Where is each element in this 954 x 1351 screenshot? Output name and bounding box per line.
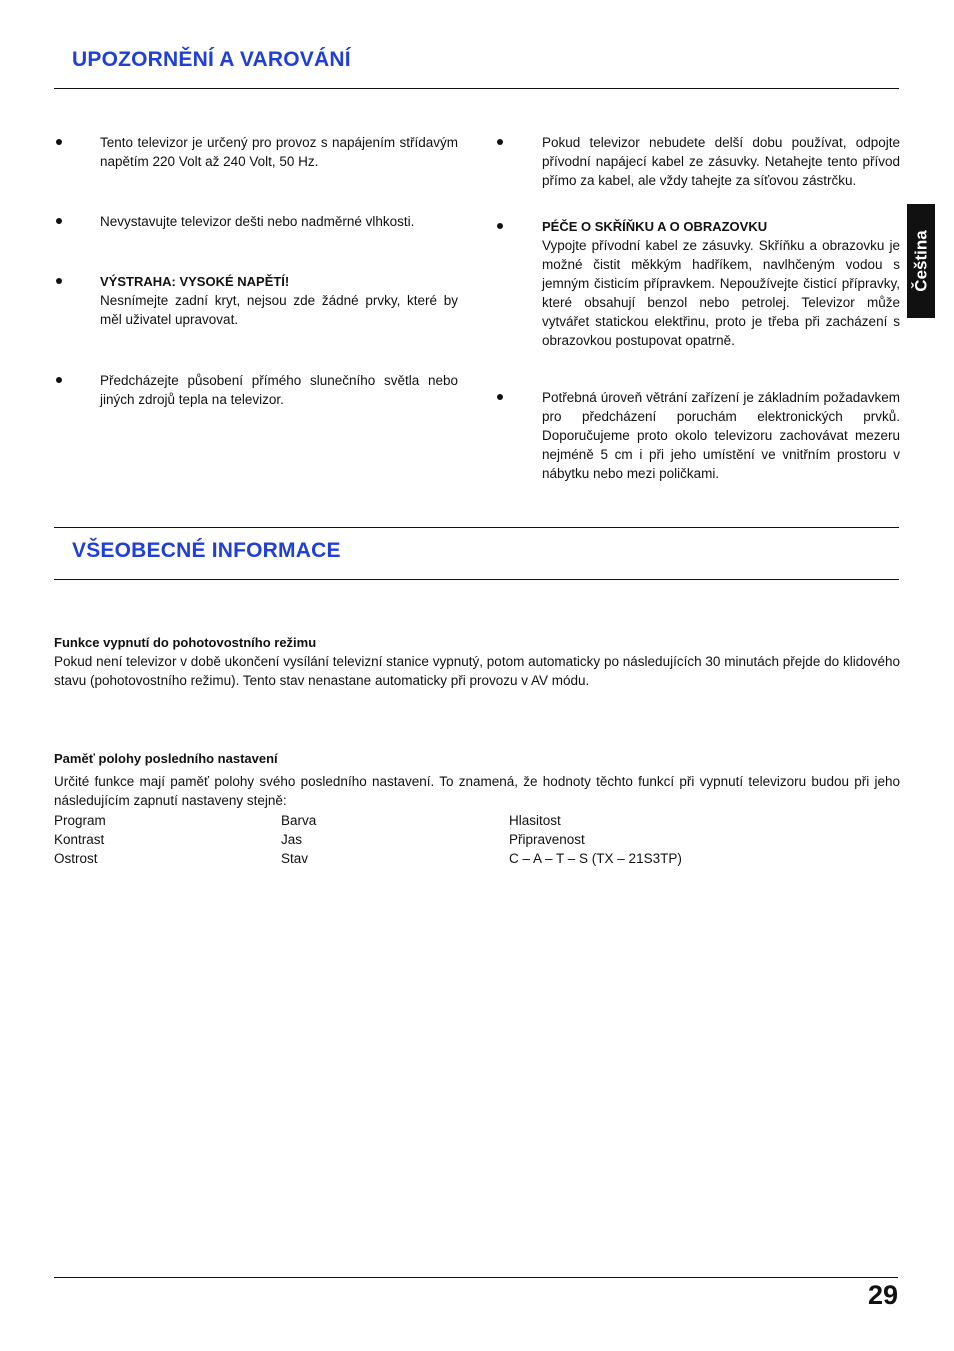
function-item: Jas xyxy=(281,832,303,847)
warning-moisture xyxy=(100,212,458,231)
warning-text: Nevystavujte televizor dešti nebo nadměrné vlhkosti. xyxy=(100,214,415,229)
function-item: Barva xyxy=(281,813,317,828)
section-title-warnings: UPOZORNĚNÍ A VAROVÁNÍ xyxy=(72,48,351,71)
warning-high-voltage xyxy=(100,272,458,329)
warning-text: Tento televizor je určený pro provoz s napájením střídavým napětím 220 Volt až 240 Volt, 50 Hz. xyxy=(100,135,458,169)
bullet xyxy=(56,371,60,390)
function-item: Kontrast xyxy=(54,832,105,847)
language-tab-label: Čeština xyxy=(911,230,931,292)
section-title-general: VŠEOBECNÉ INFORMACE xyxy=(72,539,341,562)
memory-text: Určité funkce mají paměť polohy svého posledního nastavení. To znamená, že hodnoty těchto funkcí při vypnutí televizoru budou při jeho následujícím zapnutí nastaveny stejně: xyxy=(54,774,900,808)
warning-text: Potřebná úroveň větrání zařízení je základním požadavkem pro předcházení poruchám elektronických prvků. Doporučujeme proto okolo televizoru zachovávat mezeru nejméně 5 cm i při jeho umístění ve vnitřním prostoru v nábytku nebo mezi poličkami. xyxy=(542,390,900,481)
function-item: Hlasitost xyxy=(509,813,561,828)
bullet xyxy=(56,133,60,152)
function-item: C – A – T – S (TX – 21S3TP) xyxy=(509,851,682,866)
divider xyxy=(54,527,899,528)
bullet xyxy=(497,217,501,236)
warning-text: Vypojte přívodní kabel ze zásuvky. Skříňku a obrazovku je možné čistit měkkým hadříkem, navlhčeným vodou s jemným čisticím přípravkem. Nepoužívejte čisticí přípravky, které obsahují benzol nebo petrolej. Televizor může vytvářet statickou elektřinu, proto je třeba při zacházení s obrazovkou postupovat opatrně. xyxy=(542,238,900,348)
warning-ventilation xyxy=(542,388,900,483)
warning-sunlight xyxy=(100,371,458,409)
memory-heading: Paměť polohy posledního nastavení xyxy=(54,751,278,766)
warning-text: Předcházejte působení přímého slunečního světla nebo jiných zdrojů tepla na televizor. xyxy=(100,373,458,407)
warning-heading: VÝSTRAHA: VYSOKÉ NAPĚTÍ! xyxy=(100,274,290,289)
warning-care xyxy=(542,217,900,350)
page-number: 29 xyxy=(867,1280,898,1310)
footer-divider xyxy=(54,1277,898,1278)
bullet xyxy=(497,388,501,407)
standby-text: Pokud není televizor v době ukončení vysílání televizní stanice vypnutý, potom automaticky po následujících 30 minutách přejde do klidového stavu (pohotovostního režimu). Tento stav nenastane automaticky při provozu v AV módu. xyxy=(54,654,900,688)
bullet xyxy=(497,133,501,152)
function-item: Ostrost xyxy=(54,851,98,866)
function-item: Stav xyxy=(281,851,309,866)
function-item: Program xyxy=(54,813,106,828)
function-item: Připravenost xyxy=(509,832,585,847)
warning-unplug xyxy=(542,133,900,190)
warning-text: Nesnímejte zadní kryt, nejsou zde žádné prvky, které by měl uživatel upravovat. xyxy=(100,293,458,327)
divider xyxy=(54,579,899,580)
bullet xyxy=(56,272,60,291)
warning-power-supply xyxy=(100,133,458,171)
warning-text: Pokud televizor nebudete delší dobu používat, odpojte přívodní napájecí kabel ze zásuvky. Netahejte tento přívod přímo za kabel, ale vždy tahejte za síťovou zástrčku. xyxy=(542,135,900,188)
language-tab xyxy=(907,204,935,318)
bullet xyxy=(56,212,60,231)
warning-heading: PÉČE O SKŘÍŇKU A O OBRAZOVKU xyxy=(542,219,768,234)
divider xyxy=(54,88,899,89)
standby-heading: Funkce vypnutí do pohotovostního režimu xyxy=(54,635,317,650)
